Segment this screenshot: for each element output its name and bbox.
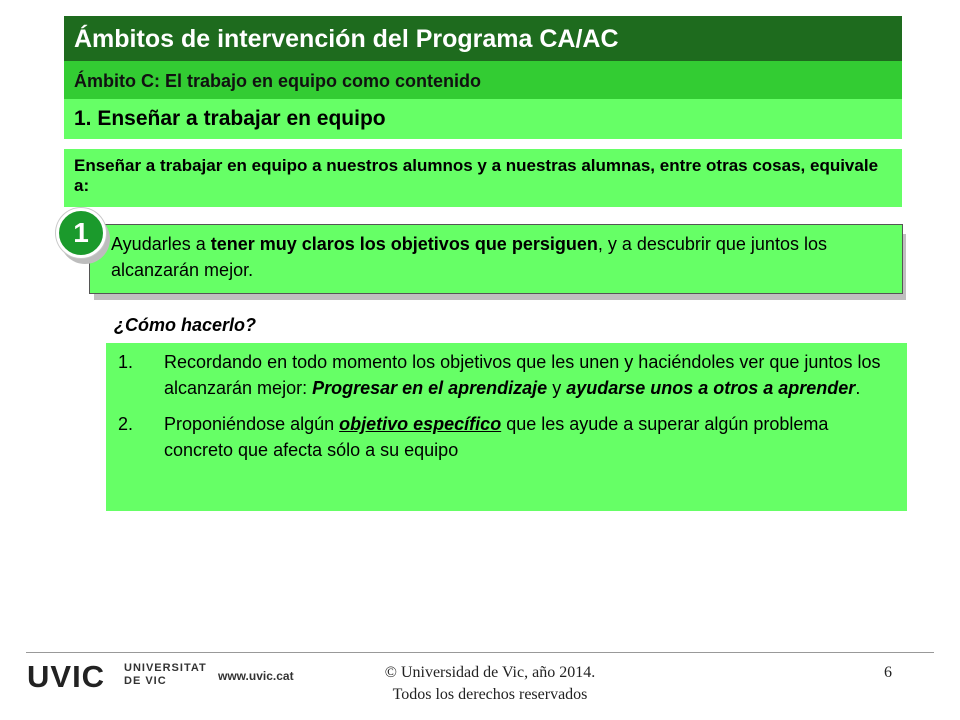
slide-subtitle: Ámbito C: El trabajo en equipo como contenido [64,61,902,99]
uvic-logo [27,660,207,694]
step-emphasis: objetivo específico [339,414,502,434]
intro-text: Enseñar a trabajar en equipo a nuestros alumnos y a nuestras alumnas, entre otras cosas, equivale a: [64,149,902,207]
copyright-line-1: © Universidad de Vic, año 2014. [384,664,596,681]
logo-line-2: DE VIC [124,675,167,687]
list-item-text [164,411,885,463]
step-text-part: que les ayude a superar algún problema concreto que afecta sólo a su equipo [164,414,829,460]
step-emphasis: ayudarse unos a otros a aprender [566,378,856,398]
slide-title: Ámbitos de intervención del Programa CA/AC [64,16,902,61]
section-heading: 1. Enseñar a trabajar en equipo [64,99,902,139]
footer-divider [26,652,934,653]
point-text-after: , y a descubrir que juntos los alcanzarán mejor. [111,234,827,280]
copyright-line-2: Todos los derechos reservados [392,686,588,703]
point-text-before: Ayudarles a [111,234,211,254]
page-number: 6 [884,664,892,681]
list-item [106,411,885,463]
number-badge: 1 [56,208,106,258]
step-emphasis: Progresar en el aprendizaje [312,378,548,398]
point-text-bold: tener muy claros los objetivos que persiguen [210,234,598,254]
list-item-text [164,349,885,401]
step-text-part: y [547,378,567,398]
point-box [89,224,903,294]
steps-list [106,343,907,511]
logo-text [124,662,207,688]
list-item-number: 1. [118,352,134,372]
website-link[interactable]: www.uvic.cat [218,669,294,683]
step-text-part: . [855,378,861,398]
list-item [106,349,885,401]
logo-mark: UVIC [27,659,106,694]
step-text-part: Proponiéndose algún [164,414,340,434]
list-item-number: 2. [118,414,134,434]
copyright-notice [330,662,650,706]
step-text-part: Recordando en todo momento los objetivos que les unen y haciéndoles ver que juntos los alcanzarán mejor: [164,352,881,398]
how-to-heading: ¿Cómo hacerlo? [114,315,257,335]
logo-line-1: UNIVERSITAT [124,662,207,674]
